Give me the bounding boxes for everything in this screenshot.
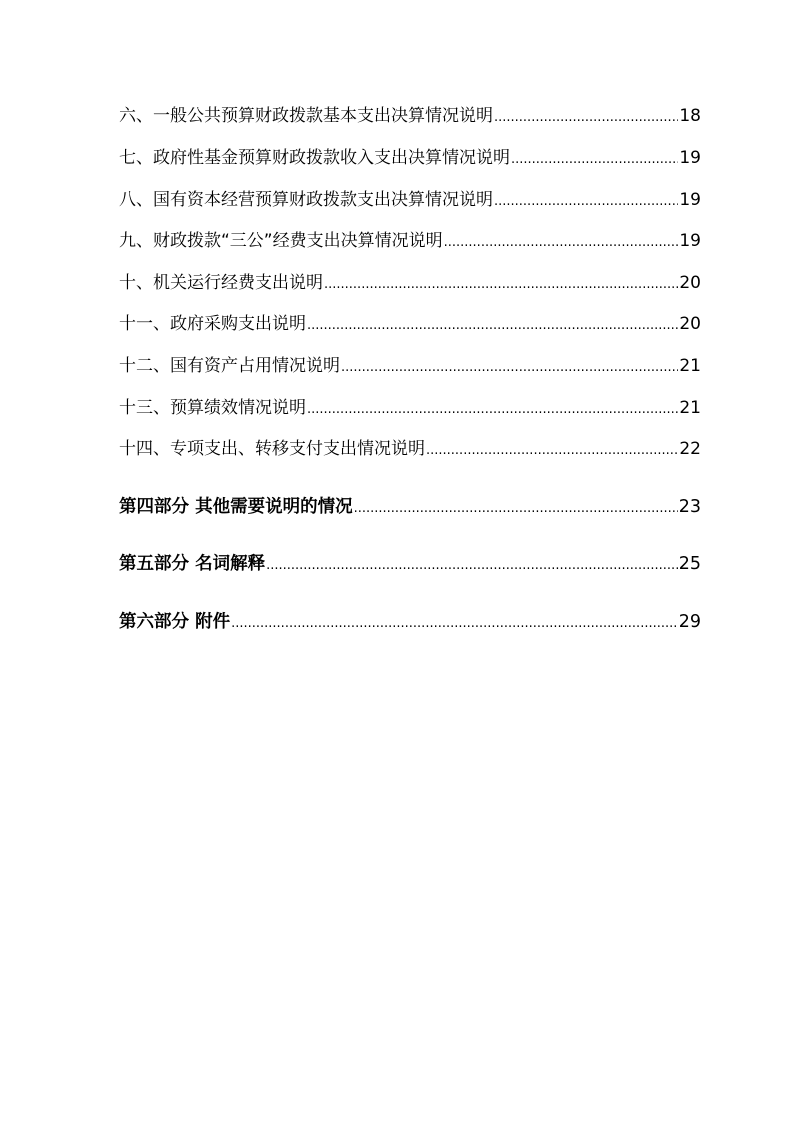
toc-entry-title: 六、一般公共预算财政拨款基本支出决算情况说明	[119, 106, 493, 126]
toc-leader-dots	[354, 496, 678, 522]
toc-entry-page: 21	[679, 356, 701, 376]
toc-entry-page: 20	[679, 314, 701, 334]
toc-leader-dots	[307, 398, 678, 422]
toc-entry-title: 十一、政府采购支出说明	[119, 314, 306, 334]
toc-part-entry[interactable]	[119, 609, 701, 635]
toc-part-entry[interactable]	[119, 494, 701, 520]
toc-entry-title: 十三、预算绩效情况说明	[119, 398, 306, 418]
toc-entry-title: 十二、国有资产占用情况说明	[119, 356, 340, 376]
toc-entry[interactable]	[119, 146, 701, 170]
toc-leader-dots	[511, 148, 678, 172]
toc-entry-page: 19	[679, 148, 701, 168]
toc-entry[interactable]	[119, 312, 701, 336]
toc-entry-page: 22	[679, 439, 701, 459]
toc-leader-dots	[307, 314, 678, 338]
toc-entry-title: 九、财政拨款“三公”经费支出决算情况说明	[119, 231, 443, 251]
toc-leader-dots	[231, 611, 678, 637]
toc-leader-dots	[494, 106, 678, 130]
toc-entry[interactable]	[119, 271, 701, 295]
toc-entry-page: 19	[679, 190, 701, 210]
toc-leader-dots	[324, 273, 678, 297]
toc-entry-title: 十、机关运行经费支出说明	[119, 273, 323, 293]
toc-part-title: 第四部分 其他需要说明的情况	[119, 497, 353, 517]
toc-part-title: 第五部分 名词解释	[119, 554, 266, 574]
toc-part-page: 25	[678, 554, 701, 574]
toc-entry-title: 八、国有资本经营预算财政拨款支出决算情况说明	[119, 190, 493, 210]
toc-entry-title: 十四、专项支出、转移支付支出情况说明	[119, 439, 425, 459]
toc-entry-page: 18	[679, 106, 701, 126]
toc-entry[interactable]	[119, 437, 701, 461]
toc-entry-page: 21	[679, 398, 701, 418]
toc-part-page: 23	[678, 497, 701, 517]
toc-leader-dots	[341, 356, 678, 380]
toc-leader-dots	[444, 231, 679, 255]
toc-entry-page: 20	[679, 273, 701, 293]
toc-leader-dots	[266, 553, 678, 579]
toc-entry[interactable]	[119, 188, 701, 212]
toc-entry-title: 七、政府性基金预算财政拨款收入支出决算情况说明	[119, 148, 510, 168]
toc-leader-dots	[426, 439, 678, 463]
toc-part-page: 29	[678, 612, 701, 632]
toc-entry[interactable]	[119, 354, 701, 378]
toc-part-title: 第六部分 附件	[119, 612, 231, 632]
toc-leader-dots	[494, 190, 678, 214]
toc-entry[interactable]	[119, 104, 701, 128]
toc-entry[interactable]	[119, 229, 701, 253]
toc-entry[interactable]	[119, 396, 701, 420]
toc-part-entry[interactable]	[119, 551, 701, 577]
toc-entry-page: 19	[679, 231, 701, 251]
